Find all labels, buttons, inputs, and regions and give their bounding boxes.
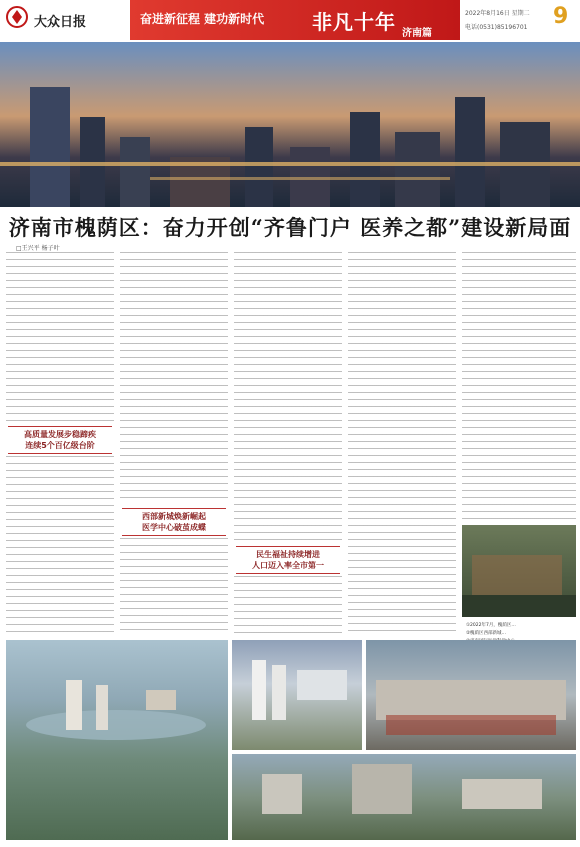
subhead-box-2 <box>122 508 226 536</box>
subhead-3-line2: 人口迈入率全市第一 <box>252 561 324 570</box>
body-column-1 <box>6 252 114 422</box>
hero-cityscape-photo <box>0 42 580 207</box>
byline: □王兴平 杨子叶 <box>16 245 60 252</box>
main-headline: 济南市槐荫区：奋力开创“齐鲁门户 医养之都”建设新局面 <box>8 215 572 240</box>
subhead-1-line2: 连续5个百亿级台阶 <box>25 441 95 450</box>
special-banner <box>130 0 460 40</box>
banner-slogan: 奋进新征程 建功新时代 <box>140 12 265 26</box>
paper-name: 大众日报 <box>34 15 87 30</box>
photo-city-aerial-2 <box>232 754 576 840</box>
issue-date: 2022年8月16日 星期二 <box>465 10 530 17</box>
photo-night-market <box>462 525 576 617</box>
banner-title: 非凡十年 <box>312 10 396 34</box>
photo-medical-center <box>232 640 362 750</box>
body-column-5 <box>462 252 576 522</box>
photo-new-district-aerial <box>6 640 228 840</box>
caption-2: ②槐荫区西部新城… <box>466 631 507 636</box>
body-column-4 <box>348 252 456 634</box>
contact-phone: 电话(0531)85196701 <box>465 24 528 31</box>
body-column-3b <box>234 576 342 634</box>
body-column-2 <box>120 252 228 504</box>
subhead-box-3 <box>236 546 340 574</box>
body-column-2b <box>120 538 228 634</box>
subhead-box-1 <box>8 426 112 454</box>
body-column-1b <box>6 456 114 634</box>
photo-factory <box>366 640 576 750</box>
edition-label: 济南篇 <box>402 28 432 39</box>
page-number: 9 <box>553 4 569 29</box>
caption-1: ①2022年7月，槐荫区… <box>466 623 516 628</box>
subhead-2-line2: 医学中心破茧成蝶 <box>142 523 206 532</box>
body-column-3 <box>234 252 342 542</box>
newspaper-logo <box>6 4 106 34</box>
subhead-2-line1: 西部新城焕新崛起 <box>142 512 206 521</box>
masthead <box>0 0 580 40</box>
subhead-3-line1: 民生福祉持续增进 <box>256 550 320 559</box>
subhead-1-line1: 高质量发展步稳蹄疾 <box>24 430 96 439</box>
logo-emblem-icon <box>6 4 28 30</box>
